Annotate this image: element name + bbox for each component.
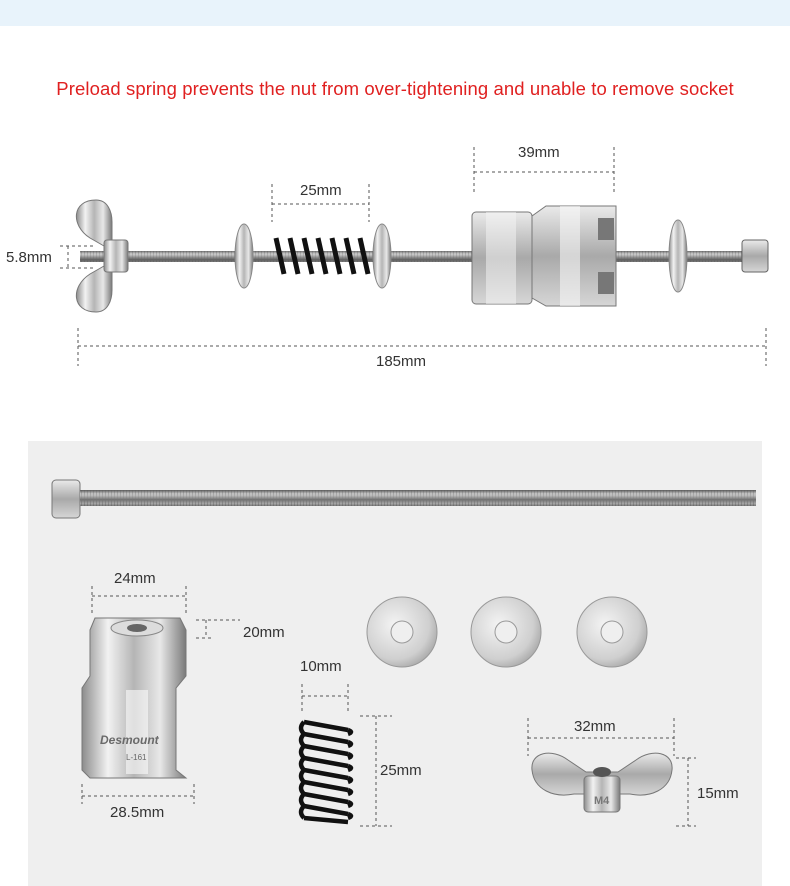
wingnut-mark-engraving: M4 (594, 795, 610, 807)
caption-headline: Preload spring prevents the nut from over-tightening and unable to remove socket (56, 78, 734, 99)
washers-loose (367, 597, 647, 667)
dim-socket-width: 24mm (114, 570, 156, 587)
socket-brand-engraving: Desmount (100, 733, 159, 747)
spring-part (301, 722, 351, 822)
dim-socket-height: 20mm (243, 624, 285, 641)
dim-socket-base: 28.5mm (110, 804, 165, 821)
dim-wingnut-width: 32mm (574, 718, 616, 735)
socket-model-engraving: L-161 (126, 753, 147, 762)
dim-socket-length: 39mm (518, 144, 560, 161)
dim-spring-length: 25mm (300, 182, 342, 199)
dim-wingnut-height: 15mm (697, 785, 739, 802)
long-bolt (52, 480, 756, 518)
dim-rod-diameter: 5.8mm (6, 249, 52, 266)
dim-total-length: 185mm (376, 353, 427, 370)
dim-spring-diameter: 10mm (300, 658, 342, 675)
dim-spring-length-part: 25mm (380, 762, 422, 779)
